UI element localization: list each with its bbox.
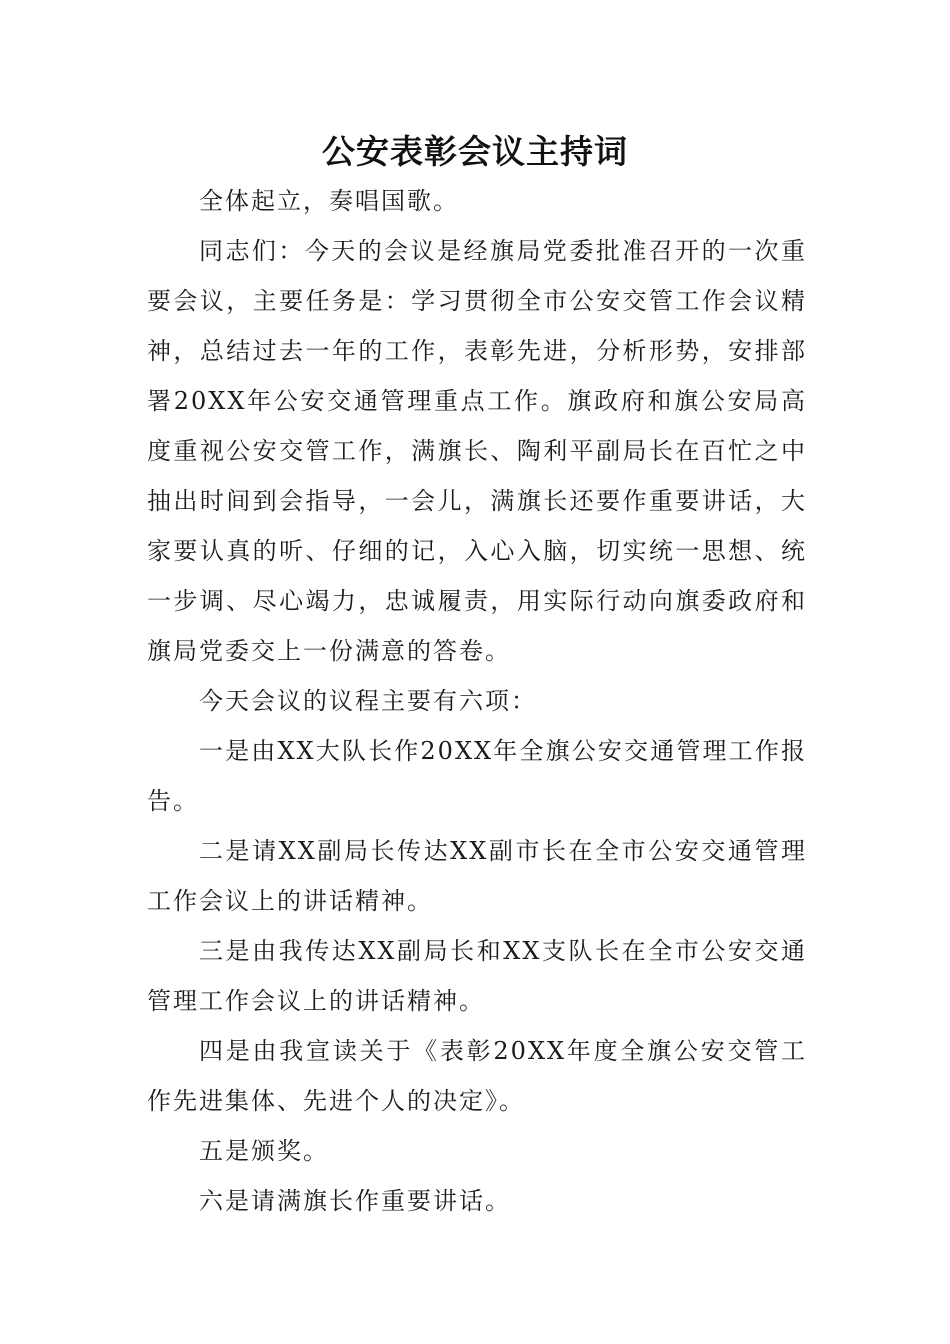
paragraph-agenda-item-5: 五是颁奖。 [199,1137,329,1165]
paragraph-agenda-item-2: 二是请XX副局长传达XX副市长在全市公安交通管理工作会议上的讲话精神。 [147,837,807,915]
paragraph-opening-remarks: 同志们：今天的会议是经旗局党委批准召开的一次重要会议，主要任务是：学习贯彻全市公安交管工作会议精神，总结过去一年的工作，表彰先进，分析形势，安排部署20XX年公安交通管理重点工作。旗政府和旗公安局高度重视公安交管工作，满旗长、陶利平副局长在百忙之中抽出时间到会指导，一会儿，满旗长还要作重要讲话，大家要认真的听、仔细的记，入心入脑，切实统一思想、统一步调、尽心竭力，忠诚履责，用实际行动向旗委政府和旗局党委交上一份满意的答卷。 [147,237,807,665]
paragraph-agenda-item-3: 三是由我传达XX副局长和XX支队长在全市公安交通管理工作会议上的讲话精神。 [147,937,807,1015]
paragraph-agenda-item-6: 六是请满旗长作重要讲话。 [199,1187,511,1215]
paragraph-agenda-intro: 今天会议的议程主要有六项： [199,687,537,715]
document-body [147,176,807,1226]
paragraph-agenda-item-4: 四是由我宣读关于《表彰20XX年度全旗公安交管工作先进集体、先进个人的决定》。 [147,1037,807,1115]
paragraph-agenda-item-1: 一是由XX大队长作20XX年全旗公安交通管理工作报告。 [147,737,807,815]
document-title: 公安表彰会议主持词 [322,132,628,171]
paragraph-stand-anthem: 全体起立，奏唱国歌。 [199,187,459,215]
